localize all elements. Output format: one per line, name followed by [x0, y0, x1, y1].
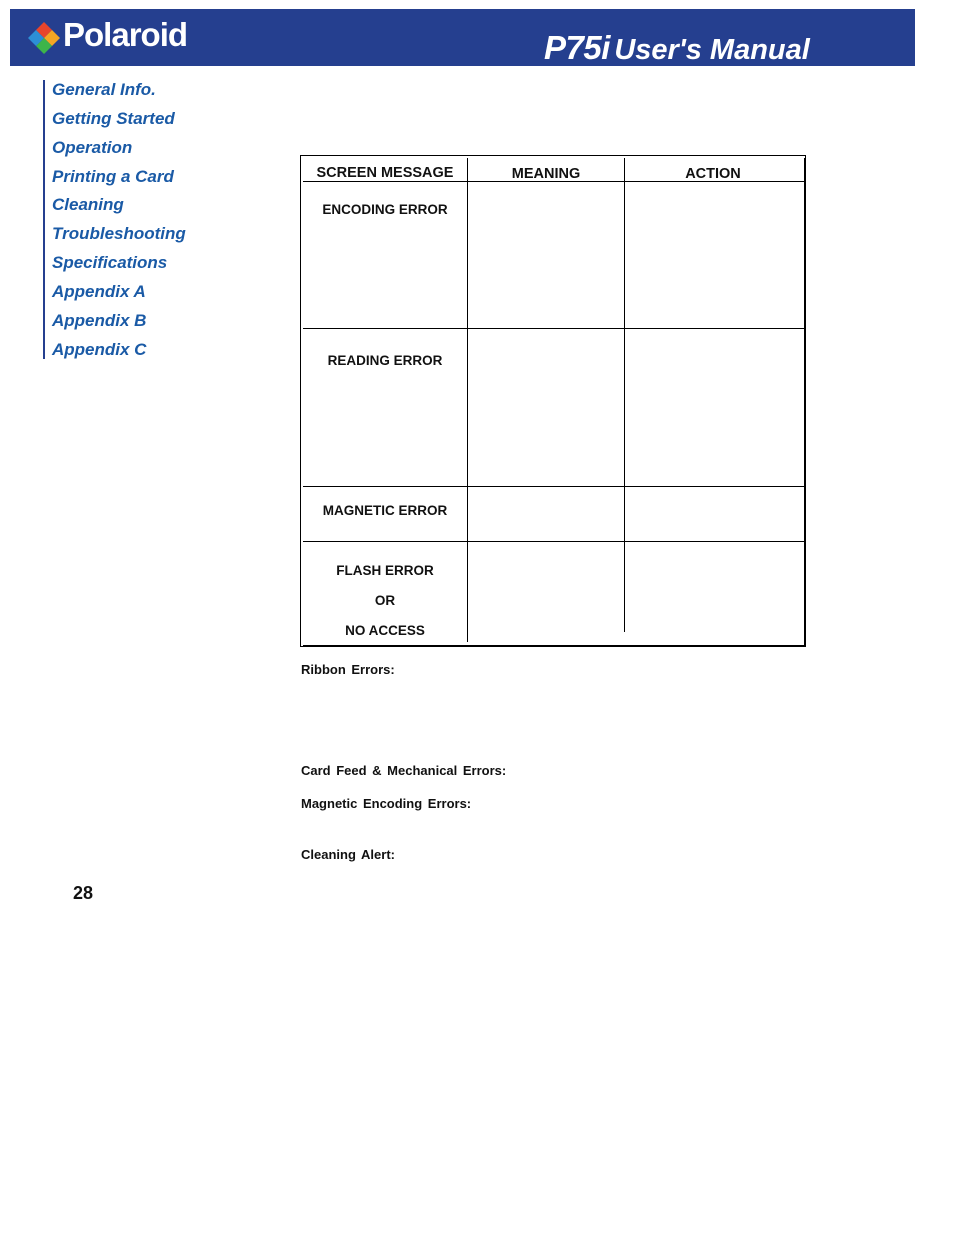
row-divider [303, 486, 805, 487]
page-number: 28 [73, 883, 94, 903]
manual-name: User's Manual [614, 34, 810, 66]
page-header [10, 9, 915, 66]
error-message-table [300, 155, 806, 647]
magnetic-encoding-errors-heading: Magnetic Encoding Errors: [301, 796, 472, 811]
nav-link-appendix-a[interactable]: Appendix A [52, 282, 146, 301]
header-screen-message: SCREEN MESSAGE [316, 165, 454, 181]
polaroid-diamond-icon [27, 21, 61, 55]
column-divider [624, 158, 625, 632]
card-feed-errors-heading: Card Feed & Mechanical Errors: [301, 763, 507, 778]
brand-name: Polaroid [63, 16, 188, 53]
nav-link-appendix-b[interactable]: Appendix B [52, 311, 147, 330]
nav-link-troubleshooting[interactable]: Troubleshooting [52, 224, 186, 243]
nav-link-printing-a-card[interactable]: Printing a Card [52, 167, 174, 186]
table-row-no-access: NO ACCESS [345, 623, 425, 638]
nav-link-specifications[interactable]: Specifications [52, 253, 168, 272]
nav-link-getting-started[interactable]: Getting Started [52, 109, 175, 128]
nav-link-cleaning[interactable]: Cleaning [52, 195, 124, 214]
row-divider [303, 328, 805, 329]
column-divider [467, 158, 468, 642]
manual-title [544, 29, 810, 67]
chapter-nav [43, 80, 245, 359]
header-action: ACTION [685, 166, 741, 182]
ribbon-errors-heading: Ribbon Errors: [301, 662, 395, 677]
polaroid-logo [27, 16, 207, 54]
nav-link-general-info[interactable]: General Info. [52, 80, 156, 99]
table-row-encoding-error: ENCODING ERROR [322, 202, 448, 217]
table-row-reading-error: READING ERROR [327, 353, 443, 368]
table-row-flash-error: FLASH ERROR [336, 563, 434, 578]
table-row-or: OR [374, 593, 396, 608]
table-row-magnetic-error: MAGNETIC ERROR [322, 503, 448, 518]
nav-link-operation[interactable]: Operation [52, 138, 133, 157]
row-divider [303, 541, 805, 542]
header-meaning: MEANING [511, 166, 581, 182]
nav-link-appendix-c[interactable]: Appendix C [52, 340, 147, 359]
cleaning-alert-heading: Cleaning Alert: [301, 847, 395, 862]
model-name: P75i [544, 29, 610, 66]
